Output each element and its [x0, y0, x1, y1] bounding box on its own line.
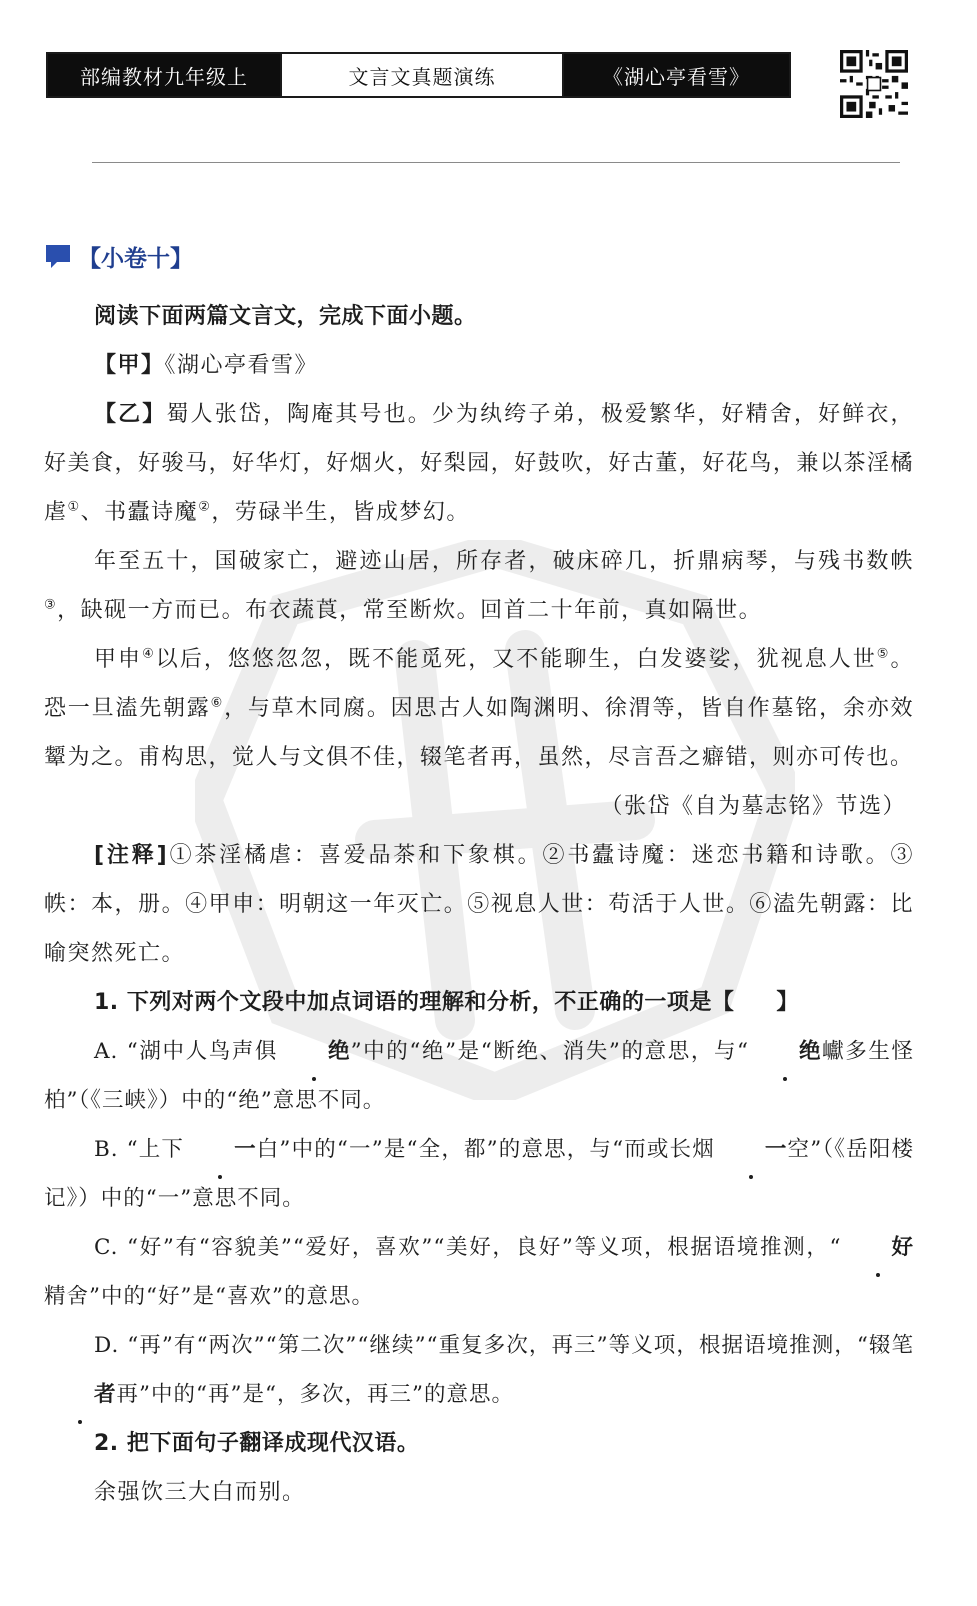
- section-title: [44, 240, 193, 273]
- dotted-word: 绝: [749, 1027, 822, 1076]
- text-span: 白”中的“一”是“全，都”的意思，与“而或长烟: [256, 1137, 715, 1162]
- passage-yi-paragraph-3: [44, 635, 914, 782]
- qr-code-icon: [840, 50, 908, 118]
- text-span: 再”中的“再”是“，多次，再三”的意思。: [116, 1382, 514, 1407]
- dotted-word: 一: [715, 1125, 788, 1174]
- annotations-text: ①茶淫橘虐：喜爱品茶和下象棋。②书蠹诗魔：迷恋书籍和诗歌。③帙：本，册。④甲申：明朝这一年灭亡。⑤视息人世：苟活于人世。⑥溘先朝露：比喻突然死亡。: [44, 843, 914, 966]
- passage-yi-paragraph-1: [44, 390, 914, 537]
- question-2-stem: 2. 把下面句子翻译成现代汉语。: [94, 1431, 420, 1456]
- instruction: 阅读下面两篇文言文，完成下面小题。: [94, 304, 477, 329]
- text-span: 甲申: [94, 647, 143, 672]
- note-mark: ③: [44, 597, 58, 613]
- question-1-text: 1. 下列对两个文段中加点词语的理解和分析，不正确的一项是【: [94, 990, 735, 1015]
- text-span: 、书蠹诗魔: [80, 500, 199, 525]
- header-divider: [92, 162, 900, 163]
- text-span: A. “湖中人鸟声俱: [94, 1039, 279, 1064]
- note-mark: ⑤: [876, 646, 891, 662]
- annotations-label: [注释]: [94, 843, 169, 868]
- text-span: 精舍”中的“好”是“喜欢”的意思。: [44, 1284, 374, 1309]
- text-span: C. “好”有“容貌美”“爱好，喜欢”“美好，良好”等义项，根据语境推测，“: [94, 1235, 842, 1260]
- dotted-word: 一: [184, 1125, 257, 1174]
- dotted-word: 者: [44, 1370, 117, 1419]
- document-body: [44, 292, 914, 1517]
- header-topic: 文言文真题演练: [280, 54, 564, 96]
- note-mark: ①: [67, 499, 81, 515]
- note-mark: ⑥: [210, 695, 225, 711]
- dotted-word: 好: [841, 1223, 914, 1272]
- option-c: [44, 1223, 914, 1321]
- passage-yi-label: 【乙】: [94, 402, 167, 427]
- header-grade: 部编教材九年级上: [48, 54, 280, 96]
- header-lesson: 《湖心亭看雪》: [564, 54, 789, 96]
- speech-bubble-icon: [44, 242, 74, 272]
- passage-jia: [44, 341, 914, 390]
- text-span: D. “再”有“两次”“第二次”“继续”“重复多次，再三”等义项，根据语境推测，“辍笔: [94, 1333, 914, 1358]
- question-1-stem: [44, 978, 914, 1027]
- text-span: 空”（《岳阳楼记》）中的“一”意思不同。: [44, 1137, 914, 1211]
- passage-source: （张岱《自为墓志铭》节选）: [600, 794, 906, 819]
- passage-yi-paragraph-2: [44, 537, 914, 635]
- text-span: ”中的“绝”是“断绝、消失”的意思，与“: [350, 1039, 750, 1064]
- text-span: ，缺砚一方而已。布衣蔬莨，常至断炊。回首二十年前，真如隔世。: [57, 598, 763, 623]
- header-bar: [46, 52, 791, 98]
- text-span: B. “上下: [94, 1137, 185, 1162]
- text-span: 。恐一旦溘先朝露: [44, 647, 915, 721]
- annotations: [44, 831, 914, 978]
- text-span: ，与草木同腐。因思古人如陶渊明、徐渭等，皆自作墓铭，余亦效颦为之。甫构思，觉人与文俱不佳，辍笔者再，虽然，尽言吾之癖错，则亦可传也。: [44, 696, 914, 770]
- text-span: 年至五十，国破家亡，避迹山居，所存者，破床碎几，折鼎病琴，与残书数帙: [94, 549, 914, 574]
- option-b: [44, 1125, 914, 1223]
- section-title-label: 【小卷十】: [78, 246, 193, 272]
- note-mark: ②: [198, 499, 212, 515]
- dotted-word: 绝: [278, 1027, 351, 1076]
- question-2-sentence: 余强饮三大白而别。: [94, 1480, 306, 1505]
- text-span: 蜀人张岱，陶庵其号也。少为纨绔子弟，极爱繁华，好精舍，好鲜衣，好美食，好骏马，好华灯，好烟火，好梨园，好鼓吹，好古董，好花鸟，兼以茶淫橘虐: [44, 402, 914, 525]
- answer-bracket-end: 】: [776, 990, 799, 1015]
- text-span: 以后，悠悠忽忽，既不能觅死，又不能聊生，白发婆娑，犹视息人世: [155, 647, 877, 672]
- passage-jia-label: 【甲】: [94, 353, 165, 378]
- passage-jia-title: 《湖心亭看雪》: [164, 353, 319, 378]
- text-span: ，劳碌半生，皆成梦幻。: [211, 500, 470, 525]
- text-span: 巘多生怪柏”（《三峡》）中的“绝”意思不同。: [44, 1039, 914, 1113]
- note-mark: ④: [142, 646, 156, 662]
- option-d: [44, 1321, 914, 1419]
- option-a: [44, 1027, 914, 1125]
